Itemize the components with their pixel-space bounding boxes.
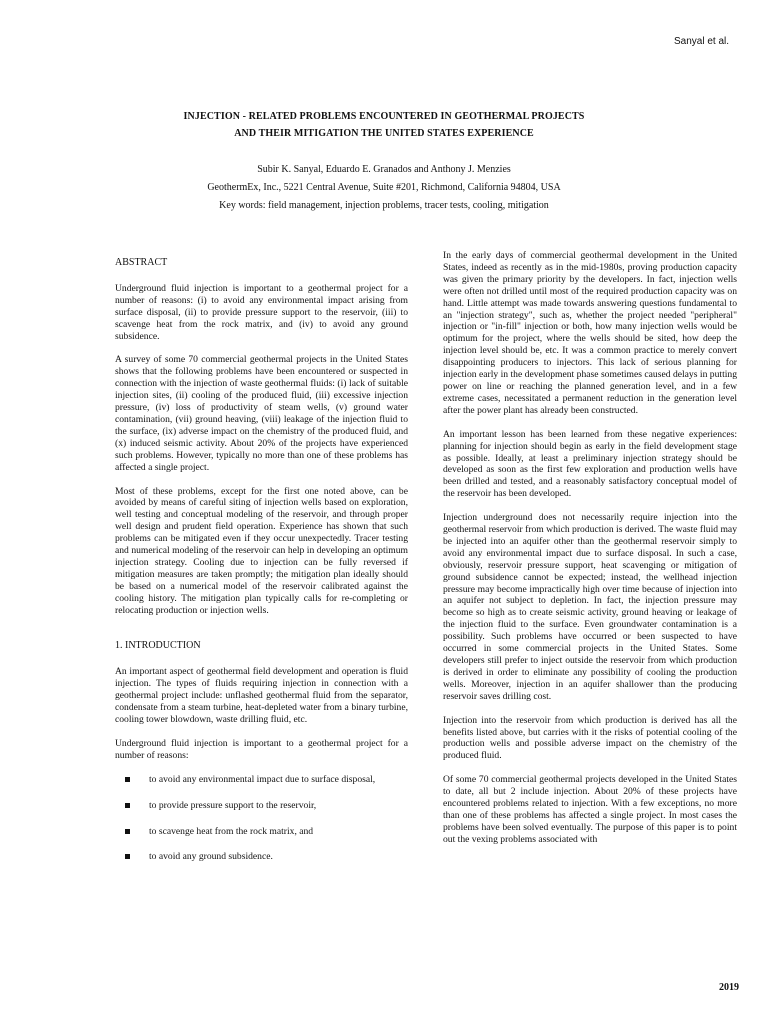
intro-paragraph: An important aspect of geothermal field development and operation is fluid injection. The types of fluids requiring injection in connection with a geothermal project include: unflashed geothermal fluid from the separator, condensate from a steam turbine, heat-depleted water from a binary turbine, cooling tower blowdown, waste drilling fluid, etc. (115, 666, 408, 725)
list-item: to avoid any ground subsidence. (115, 851, 408, 863)
running-head: Sanyal et al. (674, 36, 730, 47)
authors: Subir K. Sanyal, Eduardo E. Granados and Anthony J. Menzies (257, 164, 511, 175)
list-item: to avoid any environmental impact due to surface disposal, (115, 774, 408, 786)
keywords: Key words: field management, injection problems, tracer tests, cooling, mitigation (219, 200, 549, 211)
bullet-icon (125, 854, 130, 859)
reasons-list (115, 774, 408, 864)
bullet-icon (125, 803, 130, 808)
list-item: to provide pressure support to the reservoir, (115, 800, 408, 812)
left-column (115, 257, 408, 877)
bullet-icon (125, 777, 130, 782)
right-column (443, 250, 737, 858)
affiliation: GeothermEx, Inc., 5221 Central Avenue, Suite #201, Richmond, California 94804, USA (207, 182, 561, 193)
intro-paragraph: Underground fluid injection is important to a geothermal project for a number of reasons: (115, 737, 408, 761)
abstract-paragraph: Underground fluid injection is important to a geothermal project for a number of reasons: (i) to avoid any environmental impact arising from surface disposal, (ii) to provide pressure support to the reservoir, (iii) to scavenge heat from the rock matrix, and (iv) to avoid any ground subsidence. (115, 282, 408, 342)
body-paragraph: An important lesson has been learned from these negative experiences: planning for injection should begin as early in the field development stage as possible. Ideally, at least a preliminary injection strategy should be developed as soon as the first few exploration and production wells have been drilled and tested, and a reasonably satisfactory conceptual model of the reservoir has been developed. (443, 428, 737, 500)
abstract-paragraph: Most of these problems, except for the first one noted above, can be avoided by means of careful siting of injection wells based on exploration, well testing and conceptual modeling of the reservoir, and through proper well design and prudent field operation. Experience has shown that such problems can be mitigated even if they occur unexpectedly. Tracer testing and numerical modeling of the reservoir can help in developing an optimum injection strategy. Cooling due to injection can be fully reversed if mitigation measures are taken promptly; the mitigation plan ideally should be based on a numerical model of the reservoir calibrated against the cooling history. The mitigation plan typically calls for re-completing or relocating production or injection wells. (115, 485, 408, 616)
bullet-icon (125, 829, 130, 834)
body-paragraph: Injection into the reservoir from which production is derived has all the benefits listed above, but carries with it the risks of potential cooling of the production wells and possible adverse impact on the chemistry of the produced fluid. (443, 714, 737, 762)
body-paragraph: Of some 70 commercial geothermal projects developed in the United States to date, all but 2 include injection. About 20% of these projects have encountered problems related to injection. With a few exceptions, no more than one of these problems has affected a single project. In most cases the problems have been solved eventually. The purpose of this paper is to point out the vexing problems associated with (443, 774, 737, 845)
paper-title-line-1: INJECTION - RELATED PROBLEMS ENCOUNTERED IN GEOTHERMAL PROJECTS (183, 111, 585, 122)
abstract-paragraph: A survey of some 70 commercial geothermal projects in the United States shows that the following problems have been encountered or suspected in connection with the injection of waste geothermal fluids: (i) lack of suitable injection sites, (ii) cooling of the produced fluid, (iii) excessive injection pressure, (iv) loss of productivity of steam wells, (v) ground water contamination, (vii) ground heaving, (viii) leakage of the injection fluid to the surface, (ix) adverse impact on the chemistry of the produced fluid, and (x) induced seismic activity. About 20% of the projects have experienced such problems. However, typically no more than one of these problems has affected a single project. (115, 354, 408, 473)
section-heading-introduction: 1. INTRODUCTION (115, 640, 201, 652)
abstract-heading: ABSTRACT (115, 257, 168, 268)
body-paragraph: In the early days of commercial geothermal development in the United States, indeed as recently as in the mid-1980s, proving production capacity was given the primary priority by the developers. In fact, injection wells were often not drilled until most of the required production capacity was on hand. Little attempt was made towards answering questions fundamental to an "injection strategy", such as, whether the project needed "peripheral" injection or "in-fill" injection or both, how many injection wells would be optimum for the project, where the wells should be sited, how deep the injection level should be, etc. It was a common practice to merely convert disappointing producers to injectors. This lack of serious planning for injection early in the development phase sometimes caused delays in putting power on line or reaching the planned generation level, and in a few extreme cases, necessitated a permanent reduction in the generation level after the power plant has already been constructed. (443, 250, 737, 416)
paper-title-line-2: AND THEIR MITIGATION THE UNITED STATES EXPERIENCE (234, 128, 534, 139)
list-item: to scavenge heat from the rock matrix, and (115, 826, 408, 838)
body-paragraph: Injection underground does not necessarily require injection into the geothermal reservoir from which production is derived. The waste fluid may be injected into an aquifer other than the geothermal reservoir simply to avoid any environmental impact due to surface disposal. In such a case, obviously, reservoir pressure support, heat scavenging or mitigation of ground subsidence cannot be expected; instead, the wellhead injection pressure may become impractically high over time because of injection into an aquifer not subject to depletion. In fact, the injection pressure may become so high as to create seismic activity, ground heaving or leakage of the injection fluid to the surface. Even groundwater contamination is a possibility. Such problems have occurred or been suspected to have occurred in some commercial projects in the United States. Some developers still prefer to inject outside the reservoir from which production is derived in order to eliminate any possibility of cooling the production wells. Moreover, injection in an aquifer shallower than the producing reservoir saves drilling cost. (443, 512, 737, 702)
page-number: 2019 (719, 982, 739, 993)
